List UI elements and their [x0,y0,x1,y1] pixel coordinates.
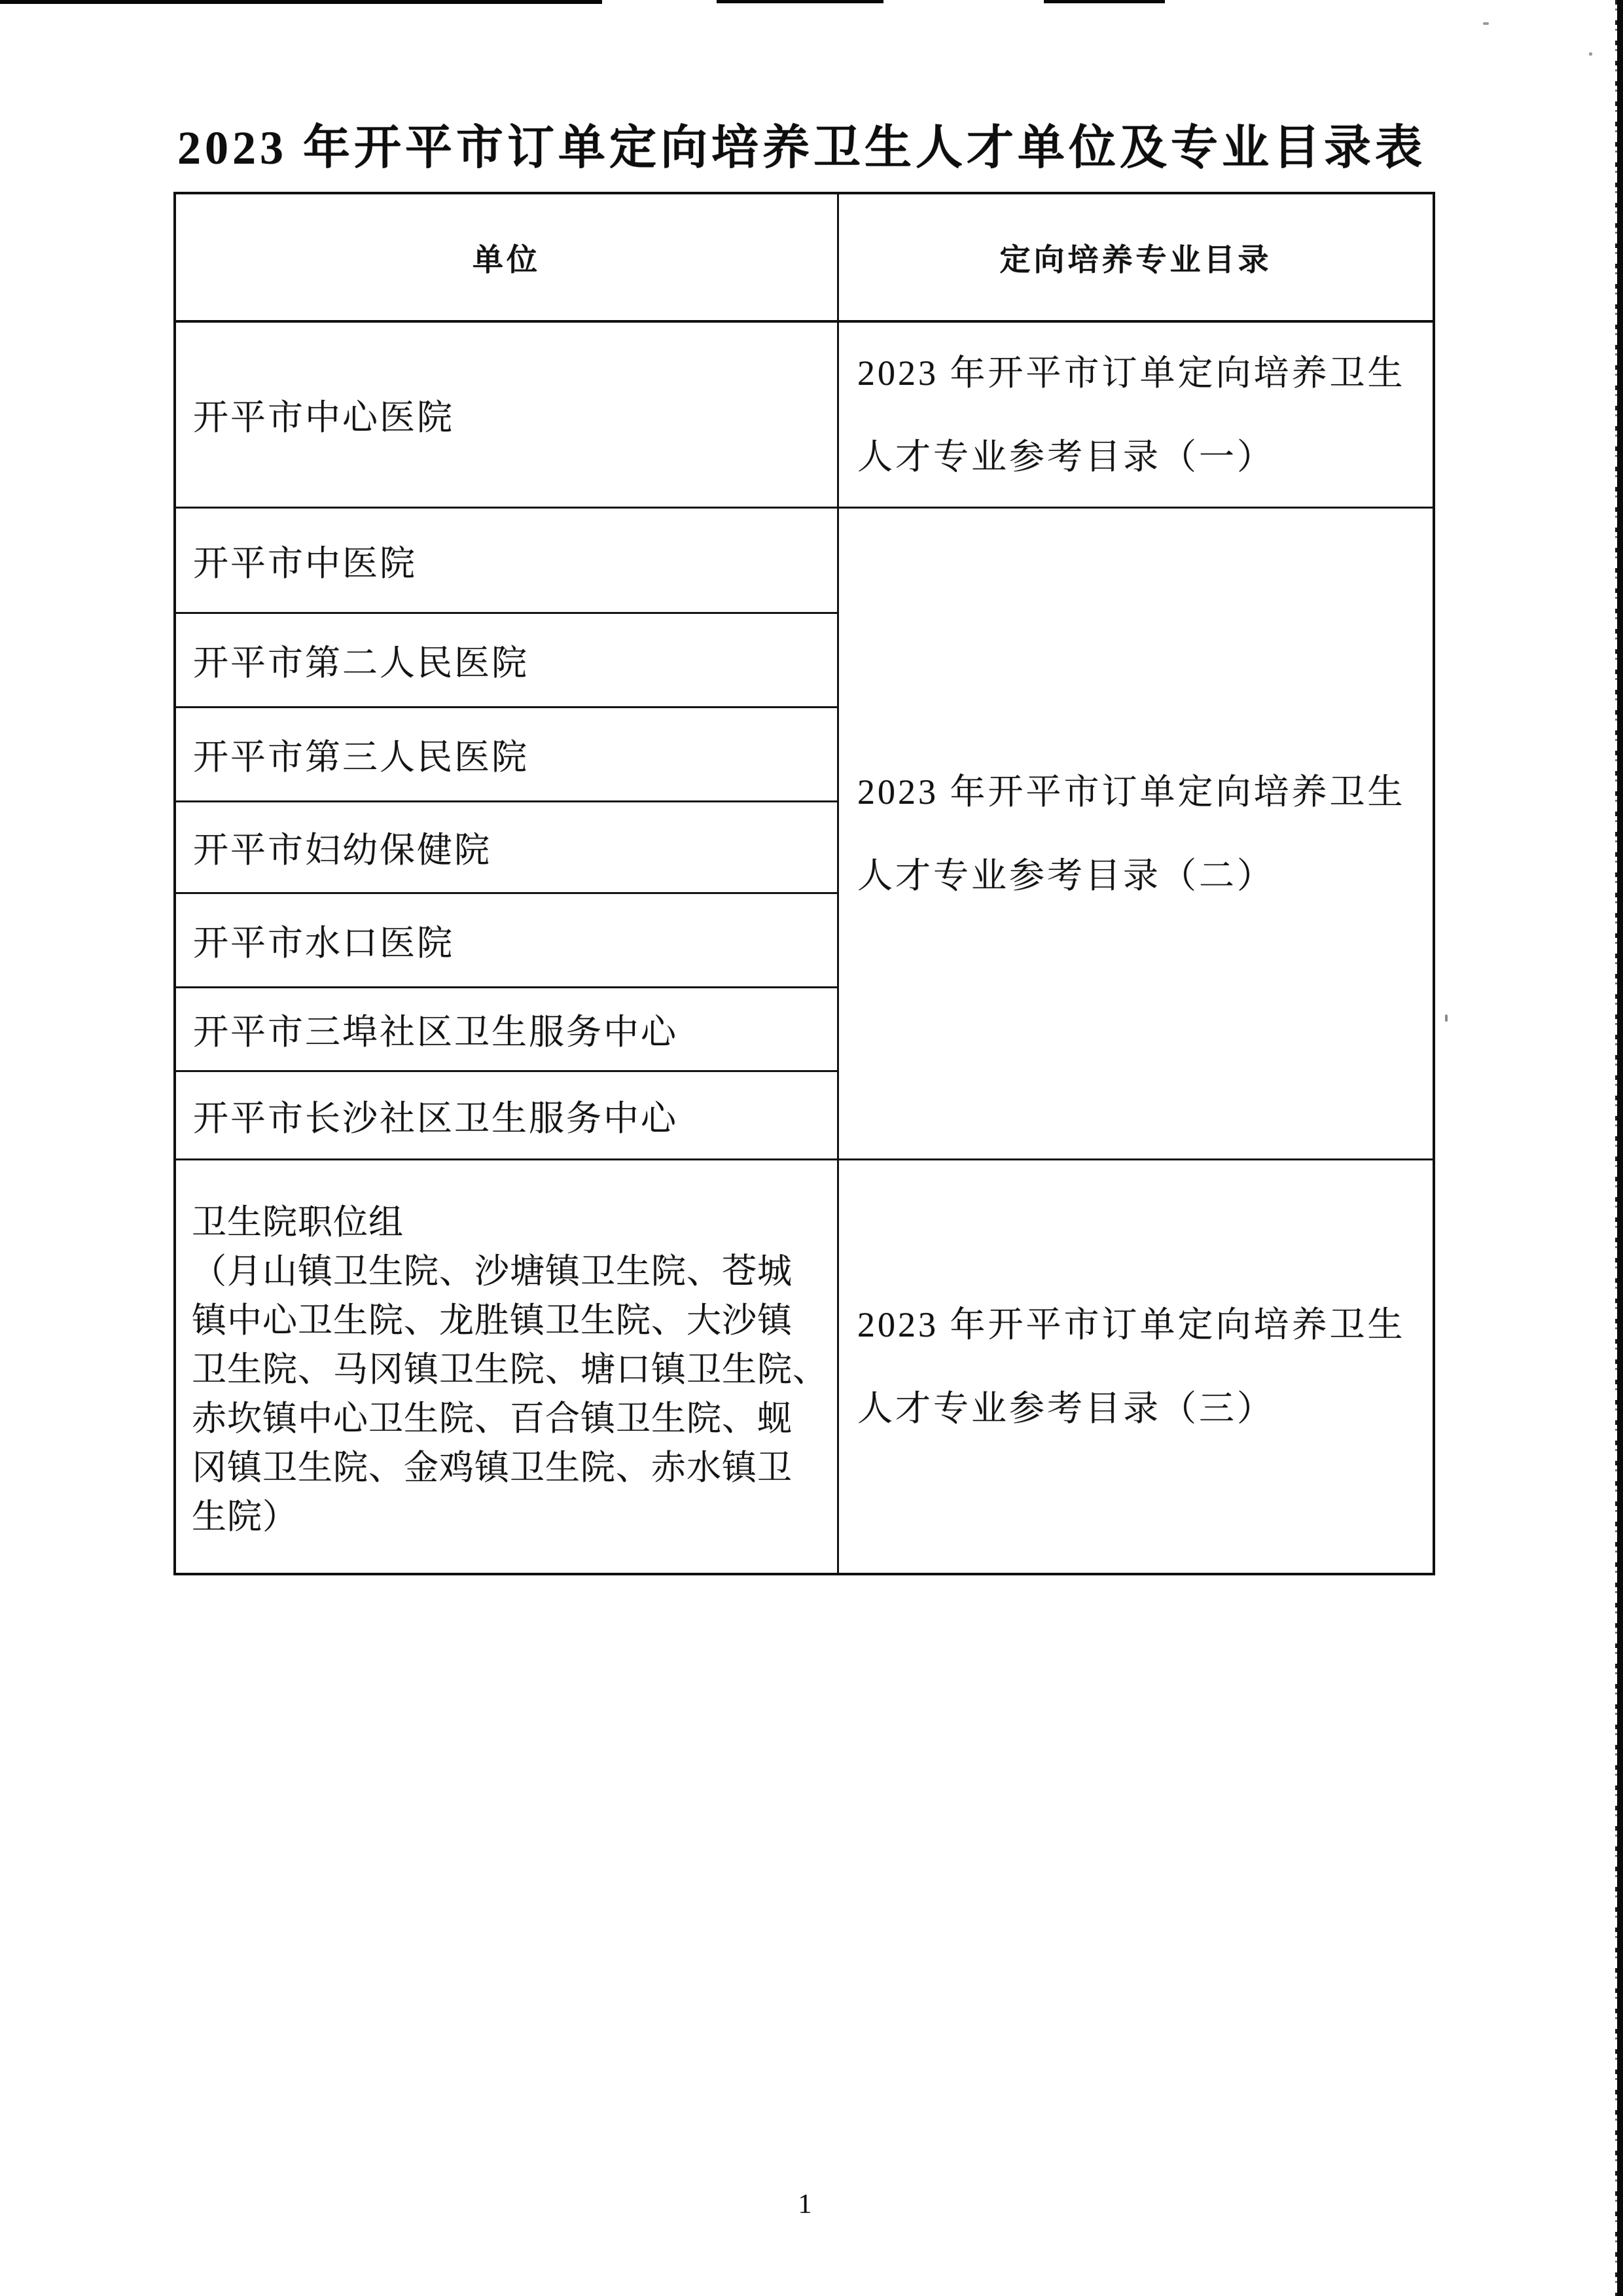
group-cell-line: 镇中心卫生院、龙胜镇卫生院、大沙镇 [192,1302,793,1340]
catalog-cell-one [839,323,1433,509]
page-title: 2023 年开平市订单定向培养卫生人才单位及专业目录表 [177,122,1426,174]
group-cell-line: 赤坎镇中心卫生院、百合镇卫生院、蚬 [192,1400,793,1438]
scan-artifact-top-strip [717,0,883,3]
unit-cell-township-health-center-group [176,1160,839,1573]
header-cell-unit: 单位 [176,194,839,323]
catalog-line: 人才专业参考目录（三） [857,1389,1275,1428]
unit-cell-central-hospital: 开平市中心医院 [176,323,839,509]
header-cell-catalog: 定向培养专业目录 [839,194,1433,323]
unit-cell-maternal-child-hospital: 开平市妇幼保健院 [176,802,839,894]
scan-artifact-top-strip [0,0,602,4]
group-cell-line: 生院） [192,1498,298,1536]
unit-cell-sanbu-community-center: 开平市三埠社区卫生服务中心 [176,988,839,1072]
scan-artifact-top-strip [1044,0,1165,3]
catalog-cell-three [839,1160,1433,1573]
catalog-line: 人才专业参考目录（二） [857,855,1275,895]
scan-speck [1445,1014,1448,1022]
group-cell-line: 冈镇卫生院、金鸡镇卫生院、赤水镇卫 [192,1449,793,1487]
catalog-line: 2023 年开平市订单定向培养卫生 [857,772,1406,812]
catalog-line: 2023 年开平市订单定向培养卫生 [857,1305,1406,1344]
scan-artifact-right-edge-noise [1615,0,1618,2296]
unit-cell-tcm-hospital: 开平市中医院 [176,509,839,614]
catalog-line: 2023 年开平市订单定向培养卫生 [857,353,1406,393]
catalog-line: 人才专业参考目录（一） [857,437,1275,476]
group-cell-line: 卫生院、马冈镇卫生院、塘口镇卫生院、 [192,1351,828,1389]
group-cell-line: （月山镇卫生院、沙塘镇卫生院、苍城 [192,1253,793,1291]
unit-cell-shuikou-hospital: 开平市水口医院 [176,894,839,988]
unit-cell-third-peoples-hospital: 开平市第三人民医院 [176,708,839,802]
unit-cell-second-peoples-hospital: 开平市第二人民医院 [176,614,839,708]
scan-artifact-right-edge [1617,0,1623,2296]
catalog-table [173,192,1435,1575]
page-number: 1 [798,2189,812,2219]
scan-speck [1483,22,1489,25]
group-cell-line: 卫生院职位组 [192,1204,404,1242]
scan-speck [1589,52,1592,56]
unit-cell-changsha-community-center: 开平市长沙社区卫生服务中心 [176,1072,839,1160]
catalog-cell-two [839,509,1433,1160]
